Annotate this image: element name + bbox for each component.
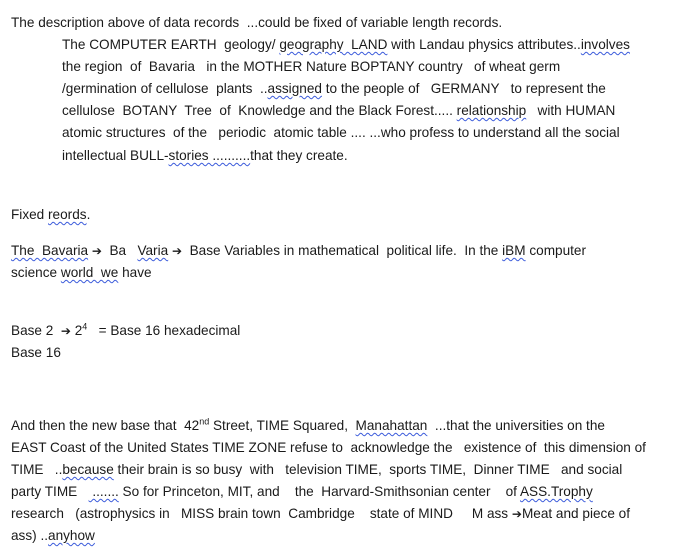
spellcheck-word: Varia [137,243,169,258]
text-run: So for Princeton, MIT, and the Harvard-Smithsonian center of [118,484,520,499]
spellcheck-word: Manahattan [355,418,428,433]
text-run: computer [525,243,587,258]
para2-line-6 [11,527,95,545]
base-line-1 [11,322,240,340]
spellcheck-word: ASS.Trophy [519,484,593,499]
text-run: intellectual BULL- [62,148,169,163]
text-run: science [11,265,61,280]
fixed-records-line [11,206,90,224]
spellcheck-word: iBM [502,243,526,258]
para2-line-2 [11,439,646,457]
text-run: with HUMAN [526,103,616,118]
superscript: 4 [82,321,88,332]
text-run: with Landau physics attributes.. [387,37,581,52]
text-run: to the people of GERMANY to represent the [321,81,606,96]
spellcheck-word: assigned [267,81,322,96]
spellcheck-word: The Bavaria [11,243,89,258]
para1-line-2 [62,36,630,54]
text-run: that they create. [250,148,348,163]
text-run: party TIME [11,484,89,499]
text-run: Base 16 [11,345,61,360]
spellcheck-word: stories .......... [168,148,251,163]
text-run: = Base 16 hexadecimal [87,323,241,338]
text-run: cellulose BOTANY Tree of Knowledge and the Black Forest..... [62,103,457,118]
para2-line-4 [11,483,593,501]
text-run: 2 [70,323,83,338]
text-run: atomic structures of the periodic atomic table .... ...who profess to understand all the social [62,125,620,140]
text-run: TIME .. [11,462,63,477]
text-run: have [118,265,152,280]
text-run: Base 2 [11,323,61,338]
arrow-right-icon: ➔ [60,324,71,338]
text-run: Fixed [11,207,49,222]
text-run: research (astrophysics in MISS brain town Cambridge state of MIND M ass [11,506,512,521]
text-run: Meat and piece of [521,506,631,521]
para1-line-7 [62,147,348,165]
para2-line-3 [11,461,622,479]
base-line-2 [11,344,61,362]
spellcheck-word: involves [580,37,630,52]
text-run: ass) .. [11,528,49,543]
spellcheck-word: ....... [88,484,119,499]
text-run: The COMPUTER EARTH geology/ [62,37,280,52]
text-run: . [86,207,91,222]
text-run: the region of Bavaria in the MOTHER Nature BOPTANY country of wheat germ [62,59,561,74]
para2-line-1 [11,417,605,435]
arrow-right-icon: ➔ [171,244,183,258]
spellcheck-word: world we [60,265,119,280]
text-run: Base Variables in mathematical political life. In the [182,243,503,258]
text-run: EAST Coast of the United States TIME ZONE refuse to acknowledge the existence of this dimension of [11,440,646,455]
bavaria-line-1 [11,242,586,260]
arrow-right-icon: ➔ [511,507,522,521]
text-run: ...that the universities on the [427,418,605,433]
spellcheck-word: anyhow [48,528,95,543]
text-run: their brain is so busy with television TIME, sports TIME, Dinner TIME and social [113,462,623,477]
spellcheck-word: because [62,462,114,477]
para1-line-3 [62,58,560,76]
arrow-right-icon: ➔ [91,244,102,258]
para2-line-5 [11,505,630,523]
para1-line-6 [62,124,620,142]
para1-line-1 [11,14,502,32]
text-run: Street, TIME Squared, [209,418,356,433]
para1-line-5 [62,102,615,120]
text-run: The description above of data records ...could be fixed of variable length records. [11,15,503,30]
text-run: /germination of cellulose plants .. [62,81,268,96]
spellcheck-word: reords [48,207,87,222]
bavaria-line-2 [11,264,152,282]
text-run: And then the new base that 42 [11,418,200,433]
text-run: Ba [101,243,138,258]
superscript: nd [199,416,210,427]
spellcheck-word: geography LAND [279,37,388,52]
para1-line-4 [62,80,606,98]
spellcheck-word: relationship [456,103,527,118]
